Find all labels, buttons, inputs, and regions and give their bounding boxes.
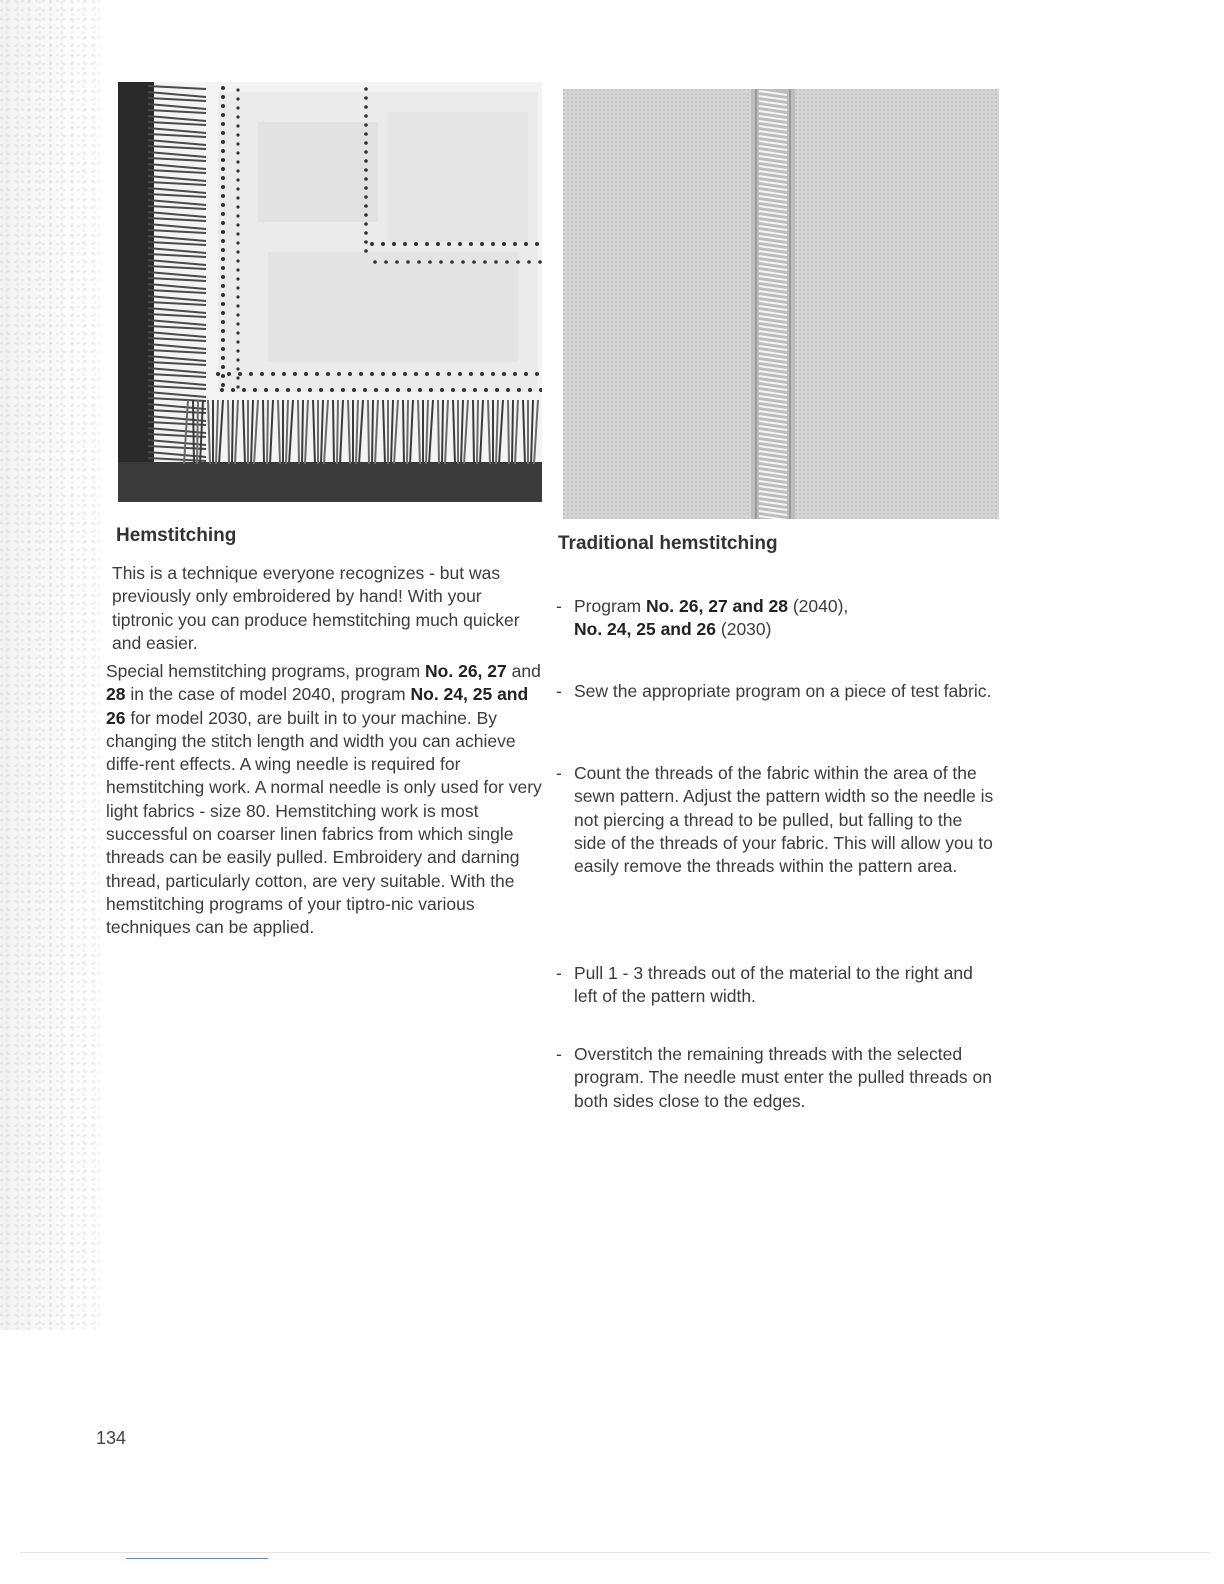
dash-bullet: - bbox=[556, 763, 562, 783]
scan-edge-noise bbox=[0, 0, 100, 1330]
page-number: 134 bbox=[96, 1428, 127, 1448]
hemstitching-heading: Hemstitching bbox=[116, 525, 237, 546]
list-item bbox=[556, 680, 994, 703]
list-item bbox=[556, 962, 994, 1009]
text-run: Program bbox=[574, 596, 646, 616]
bold-run: No. 24, 25 and 26 bbox=[106, 684, 529, 728]
text-run: in the case of model 2040, program bbox=[125, 684, 411, 705]
intro-paragraph: This is a technique everyone recognizes - but was previously only embroidered by hand! With your tiptronic you can produce hemstitching much quicker and easier. bbox=[112, 563, 520, 653]
text-run: Special hemstitching programs, program bbox=[106, 661, 426, 681]
text-run: (2040), bbox=[787, 596, 849, 616]
text-run: for model 2030, are built in to your machine. By changing the stitch length and width you can achieve diffe-rent effects. A wing needle is required for hemstitching work. A normal needle is only used for very light fabrics - size 80. Hemstitching work is most successful on coarser linen fabrics from which single threads can be easily pulled. Embroidery and darning thread, particularly cotton, are very suitable. With the hemstitching programs of your tiptro-nic various techniques can be applied. bbox=[106, 707, 542, 938]
traditional-hemstitching-heading: Traditional hemstitching bbox=[558, 533, 778, 554]
dash-bullet: - bbox=[556, 1044, 562, 1064]
list-item-program bbox=[556, 595, 994, 642]
dash-bullet: - bbox=[556, 681, 562, 701]
bottom-blue-rule bbox=[126, 1558, 268, 1559]
hemstitched-cloth-photo bbox=[118, 82, 542, 502]
text-run: (2030) bbox=[716, 619, 772, 640]
programs-paragraph bbox=[106, 660, 542, 940]
list-item bbox=[556, 1043, 994, 1113]
traditional-hemstitch-photo bbox=[563, 89, 999, 519]
bold-run: No. 26, 27 and 28 bbox=[645, 596, 788, 616]
dash-bullet: - bbox=[556, 596, 562, 616]
bold-run: No. 26, 27 bbox=[425, 661, 507, 681]
bold-run: No. 24, 25 and 26 bbox=[574, 619, 717, 640]
list-item bbox=[556, 762, 994, 878]
text-run: and bbox=[506, 661, 541, 681]
item-text: Count the threads of the fabric within the area of the sewn pattern. Adjust the pattern width so the needle is not piercing a thread to be pulled, but falling to the side of the threads of your fabric. This will allow you to easily remove the threads within the pattern area. bbox=[574, 763, 994, 877]
bold-run: 28 bbox=[106, 684, 126, 705]
dash-bullet: - bbox=[556, 963, 562, 983]
bottom-faint-rule bbox=[20, 1552, 1210, 1553]
item-text: Sew the appropriate program on a piece of test fabric. bbox=[574, 681, 992, 701]
item-text: Overstitch the remaining threads with the selected program. The needle must enter the pulled threads on both sides close to the edges. bbox=[574, 1044, 992, 1111]
item-text: Pull 1 - 3 threads out of the material to the right and left of the pattern width. bbox=[574, 963, 973, 1007]
